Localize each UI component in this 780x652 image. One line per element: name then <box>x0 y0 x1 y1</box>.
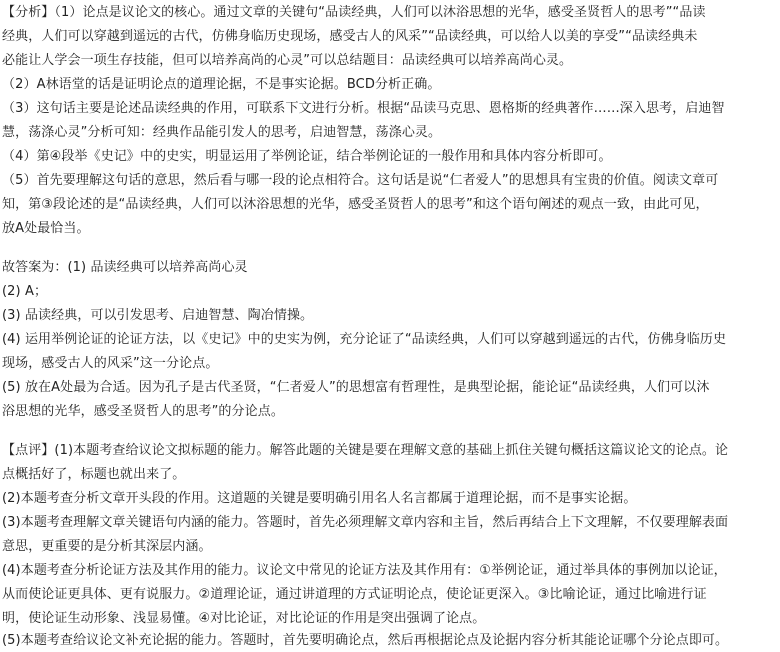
analysis-line: （3）这句话主要是论述品读经典的作用，可联系下文进行分析。根据“品读马克思、恩格斯的经典著作……深入思考，启迪智 <box>2 101 725 116</box>
answer-line: (3) 品读经典，可以引发思考、启迪智慧、陶冶情操。 <box>2 308 314 323</box>
analysis-line: （2）A林语堂的话是证明论点的道理论据，不是事实论据。BCD分析正确。 <box>2 77 441 92</box>
comment-line: 从而使论证更具体、更有说服力。②道理论证，通过讲道理的方式证明论点，使论证更深入。③比喻论证，通过比喻进行证 <box>2 587 707 602</box>
analysis-line: （5）首先要理解这句话的意思，然后看与哪一段的论点相符合。这句话是说“仁者爱人”的思想具有宝贵的价值。阅读文章可 <box>2 173 719 188</box>
comment-line: 点概括好了，标题也就出来了。 <box>2 467 186 482</box>
analysis-line: 【分析】（1）论点是议论文的核心。通过文章的关键句“品读经典，人们可以沐浴思想的光华，感受圣贤哲人的思考”“品读 <box>2 5 706 20</box>
comment-line: (2)本题考查分析文章开头段的作用。这道题的关键是要明确引用名人名言都属于道理论据，而不是事实论据。 <box>2 491 637 506</box>
answer-line: 现场，感受古人的风采”这一分论点。 <box>2 356 219 371</box>
comment-line: 明，使论证生动形象、浅显易懂。④对比论证，对比论证的作用是突出强调了论点。 <box>2 611 486 626</box>
analysis-line: 必能让人学会一项生存技能，但可以培养高尚的心灵”可以总结题目：品读经典可以培养高尚心灵。 <box>2 53 573 68</box>
answer-line: 浴思想的光华，感受圣贤哲人的思考”的分论点。 <box>2 404 284 419</box>
answer-line: (4) 运用举例论证的论证方法，以《史记》中的史实为例，充分论证了“品读经典，人们可以穿越到遥远的古代，仿佛身临历史 <box>2 332 727 347</box>
analysis-line: 慧，荡涤心灵”分析可知：经典作品能引发人的思考，启迪智慧，荡涤心灵。 <box>2 125 442 140</box>
analysis-line: 经典，人们可以穿越到遥远的古代，仿佛身临历史现场，感受古人的风采”“品读经典，可以给人以美的享受”“品读经典未 <box>2 29 698 44</box>
analysis-line: 放A处最恰当。 <box>2 221 90 236</box>
answer-line: (5) 放在A处最为合适。因为孔子是古代圣贤，“仁者爱人”的思想富有哲理性，是典型论据，能论证“品读经典，人们可以沐 <box>2 380 710 395</box>
comment-line: (3)本题考查理解文章关键语句内涵的能力。答题时，首先必须理解文章内容和主旨，然后再结合上下文理解，不仅要理解表面 <box>2 515 729 530</box>
answer-line: 故答案为：(1) 品读经典可以培养高尚心灵 <box>2 260 248 275</box>
comment-line: (5)本题考查给议论文补充论据的能力。答题时，首先要明确论点，然后再根据论点及论据内容分析其能论证哪个分论点即可。 <box>2 633 729 648</box>
answer-line: (2) A； <box>2 284 48 299</box>
comment-line: (4)本题考查分析论证方法及其作用的能力。议论文中常见的论证方法及其作用有：①举例论证，通过举具体的事例加以论证， <box>2 563 727 578</box>
comment-line: 意思，更重要的是分析其深层内涵。 <box>2 539 212 554</box>
comment-line: 【点评】(1)本题考查给议论文拟标题的能力。解答此题的关键是要在理解文意的基础上抓住关键句概括这篇议论文的论点。论 <box>2 443 729 458</box>
analysis-line: （4）第④段举《史记》中的史实，明显运用了举例论证，结合举例论证的一般作用和具体内容分析即可。 <box>2 149 612 164</box>
analysis-line: 知，第③段论述的是“品读经典，人们可以沐浴思想的光华，感受圣贤哲人的思考”和这个语句阐述的观点一致，由此可见， <box>2 197 709 212</box>
